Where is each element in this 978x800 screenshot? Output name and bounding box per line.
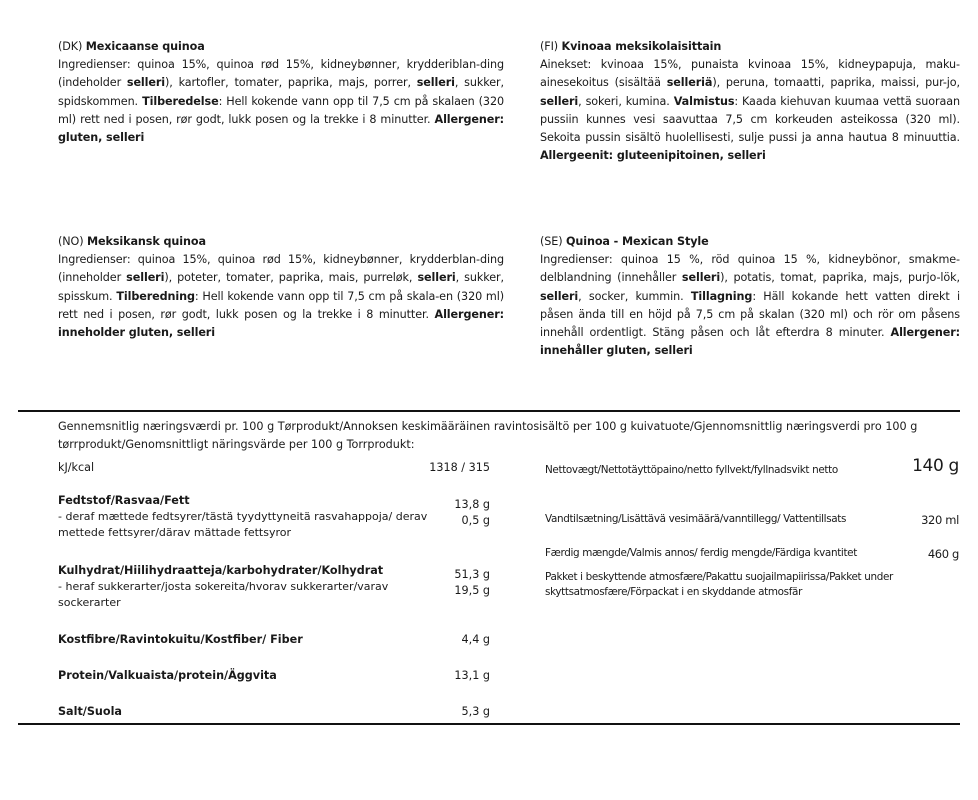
water-added-label: Vandtilsætning/Lisättävä vesimäärä/vanntillegg/ Vattentillsats	[545, 513, 847, 525]
ingredients-text: ), kartofler, tomater, paprika, majs, porrer,	[165, 76, 417, 90]
allergen-highlight: selleriä	[666, 76, 713, 90]
packed-atmosphere-note: Pakket i beskyttende atmosfære/Pakattu suojailmapiirissa/Pakket under skyttsatmosfære/Förpackat i en skyddande atmosfär	[545, 571, 893, 598]
water-added-value: 320 ml	[921, 513, 959, 527]
allergen-statement: Allergener: innehåller gluten, selleri	[540, 326, 960, 358]
allergen-statement: Allergener: inneholder gluten, selleri	[58, 307, 504, 340]
nutrition-row-salt	[58, 704, 490, 720]
product-title-fi: Kvinoaa meksikolaisittain	[561, 40, 722, 53]
ingredients-text: , sukker, spidskommen.	[58, 76, 504, 108]
nutrition-intro: Gennemsnitlig næringsværdi pr. 100 g Tørprodukt/Annoksen keskimääräinen ravintosisältö per 100 g kuivatuote/Gjennomsnittlig næringsverdi pro 100 g tørrprodukt/Genomsnittligt näringsvärde per 100 g Torrprodukt:	[58, 420, 918, 451]
energy-label: kJ/kcal	[58, 461, 95, 474]
allergen-statement: Allergeenit: gluteenipitoinen, selleri	[540, 149, 766, 163]
nutrition-row-protein	[58, 668, 490, 684]
ready-quantity-value: 460 g	[927, 547, 959, 561]
preparation-label: Tilberedelse	[142, 94, 219, 108]
ingredients-text: ), peruna, tomaatti, paprika, maissi, pur-jo,	[712, 76, 960, 90]
preparation-text: : Hell kokende vann opp til 7,5 cm på skalaen (320 ml) rett ned i posen, rør godt, lukk posen og la trekke i 8 minutter.	[58, 94, 504, 126]
nutrition-row-carbohydrate	[58, 563, 490, 613]
preparation-text: : Häll kokande hett vatten direkt i påsen ända till en höjd på 7,5 cm på skalan (320 ml) och rör om påsens innehåll ordentligt. Stäng påsen och låt efterdra 8 minuter.	[540, 289, 960, 340]
ingredients-text: ), poteter, tomater, paprika, mais, purreløk,	[164, 271, 418, 285]
fibre-value: 4,4 g	[461, 633, 490, 646]
ingredients-text: Ingredienser: quinoa 15%, quinoa rød 15%, kidneybønner, krydderiblan-ding (indeholder	[58, 58, 504, 90]
product-title-se: Quinoa - Mexican Style	[565, 235, 709, 248]
fat-label: Fedtstof/Rasvaa/Fett	[58, 494, 190, 507]
preparation-label: Tilberedning	[116, 289, 195, 303]
lang-code-dk: (DK)	[58, 40, 83, 53]
ingredients-text: , sukker, spisskum.	[58, 271, 504, 303]
energy-value: 1318 / 315	[429, 461, 490, 474]
ingredients-block-se	[540, 233, 960, 360]
ingredients-block-dk	[58, 38, 504, 147]
ingredients-text: Ainekset: kvinoaa 15%, punaista kvinoaa 15%, kidneypapuja, maku-ainesekoitus (sisältää	[540, 58, 960, 90]
allergen-highlight: selleri	[126, 271, 165, 285]
protein-label: Protein/Valkuaista/protein/Äggvita	[58, 669, 277, 682]
preparation-text: : Kaada kiehuvan kuumaa vettä suoraan pussiin kunnes vesi saavuttaa 7,5 cm korkeuden asteikossa (320 ml). Sekoita pussin sisältö huolellisesti, sulje pussi ja anna hautua 8 minuuttia.	[540, 94, 960, 145]
allergen-highlight: selleri	[681, 271, 721, 285]
preparation-label: Valmistus	[673, 94, 735, 108]
ingredients-text: ), potatis, tomat, paprika, majs, purjo-lök,	[720, 271, 960, 285]
product-title-no: Meksikansk quinoa	[86, 235, 206, 248]
nutrition-row-fibre	[58, 632, 490, 648]
allergen-statement: Allergener: gluten, selleri	[58, 112, 504, 145]
top-rule	[18, 410, 960, 412]
ingredients-block-no	[58, 233, 504, 342]
lang-code-no: (NO)	[58, 235, 84, 248]
nutrition-row-fat	[58, 493, 490, 543]
net-weight-value: 140 g	[912, 456, 959, 476]
sugars-value: 19,5 g	[454, 584, 490, 597]
bottom-rule	[18, 723, 960, 725]
saturated-fat-label: - deraf mættede fedtsyrer/tästä tyydyttyneitä rasvahappoja/ derav mettede fettsyrer/därav mättade fettsyror	[58, 510, 428, 539]
ingredients-text: , sokeri, kumina.	[578, 94, 674, 108]
saturated-fat-value: 0,5 g	[461, 514, 490, 527]
preparation-label: Tillagning	[690, 289, 753, 303]
allergen-highlight: selleri	[417, 271, 456, 285]
carbohydrate-value: 51,3 g	[454, 568, 490, 581]
ingredients-text: , socker, kummin.	[578, 289, 691, 303]
fibre-label: Kostfibre/Ravintokuitu/Kostfiber/ Fiber	[58, 633, 303, 646]
allergen-highlight: selleri	[540, 94, 579, 108]
allergen-highlight: selleri	[540, 289, 579, 303]
protein-value: 13,1 g	[454, 669, 490, 682]
sugars-label: - heraf sukkerarter/josta sokereita/hvorav sukkerarter/varav sockerarter	[58, 580, 389, 609]
salt-value: 5,3 g	[461, 705, 490, 718]
product-title-dk: Mexicaanse quinoa	[85, 40, 205, 53]
preparation-text: : Hell kokende vann opp til 7,5 cm på skala-en (320 ml) rett ned i posen, rør godt, lukk posen og la trekke i 8 minutter.	[58, 289, 504, 321]
net-weight-label: Nettovægt/Nettotäyttöpaino/netto fyllvekt/fyllnadsvikt netto	[545, 464, 838, 476]
lang-code-fi: (FI)	[540, 40, 559, 53]
lang-code-se: (SE)	[540, 235, 563, 248]
ingredients-text: Ingredienser: quinoa 15%, quinoa rød 15%, kidneybønner, krydderblan-ding (inneholder	[58, 253, 504, 285]
ready-quantity-label: Færdig mængde/Valmis annos/ ferdig mengde/Färdiga kvantitet	[545, 547, 857, 559]
salt-label: Salt/Suola	[58, 705, 122, 718]
allergen-highlight: selleri	[126, 76, 166, 90]
fat-value: 13,8 g	[454, 498, 490, 511]
carbohydrate-label: Kulhydrat/Hiilihydraatteja/karbohydrater/Kolhydrat	[58, 564, 384, 577]
ingredients-text: Ingredienser: quinoa 15 %, röd quinoa 15 %, kidneybönor, smakme-delblandning (innehåller	[540, 253, 960, 285]
allergen-highlight: selleri	[416, 76, 455, 90]
ingredients-block-fi	[540, 38, 960, 165]
